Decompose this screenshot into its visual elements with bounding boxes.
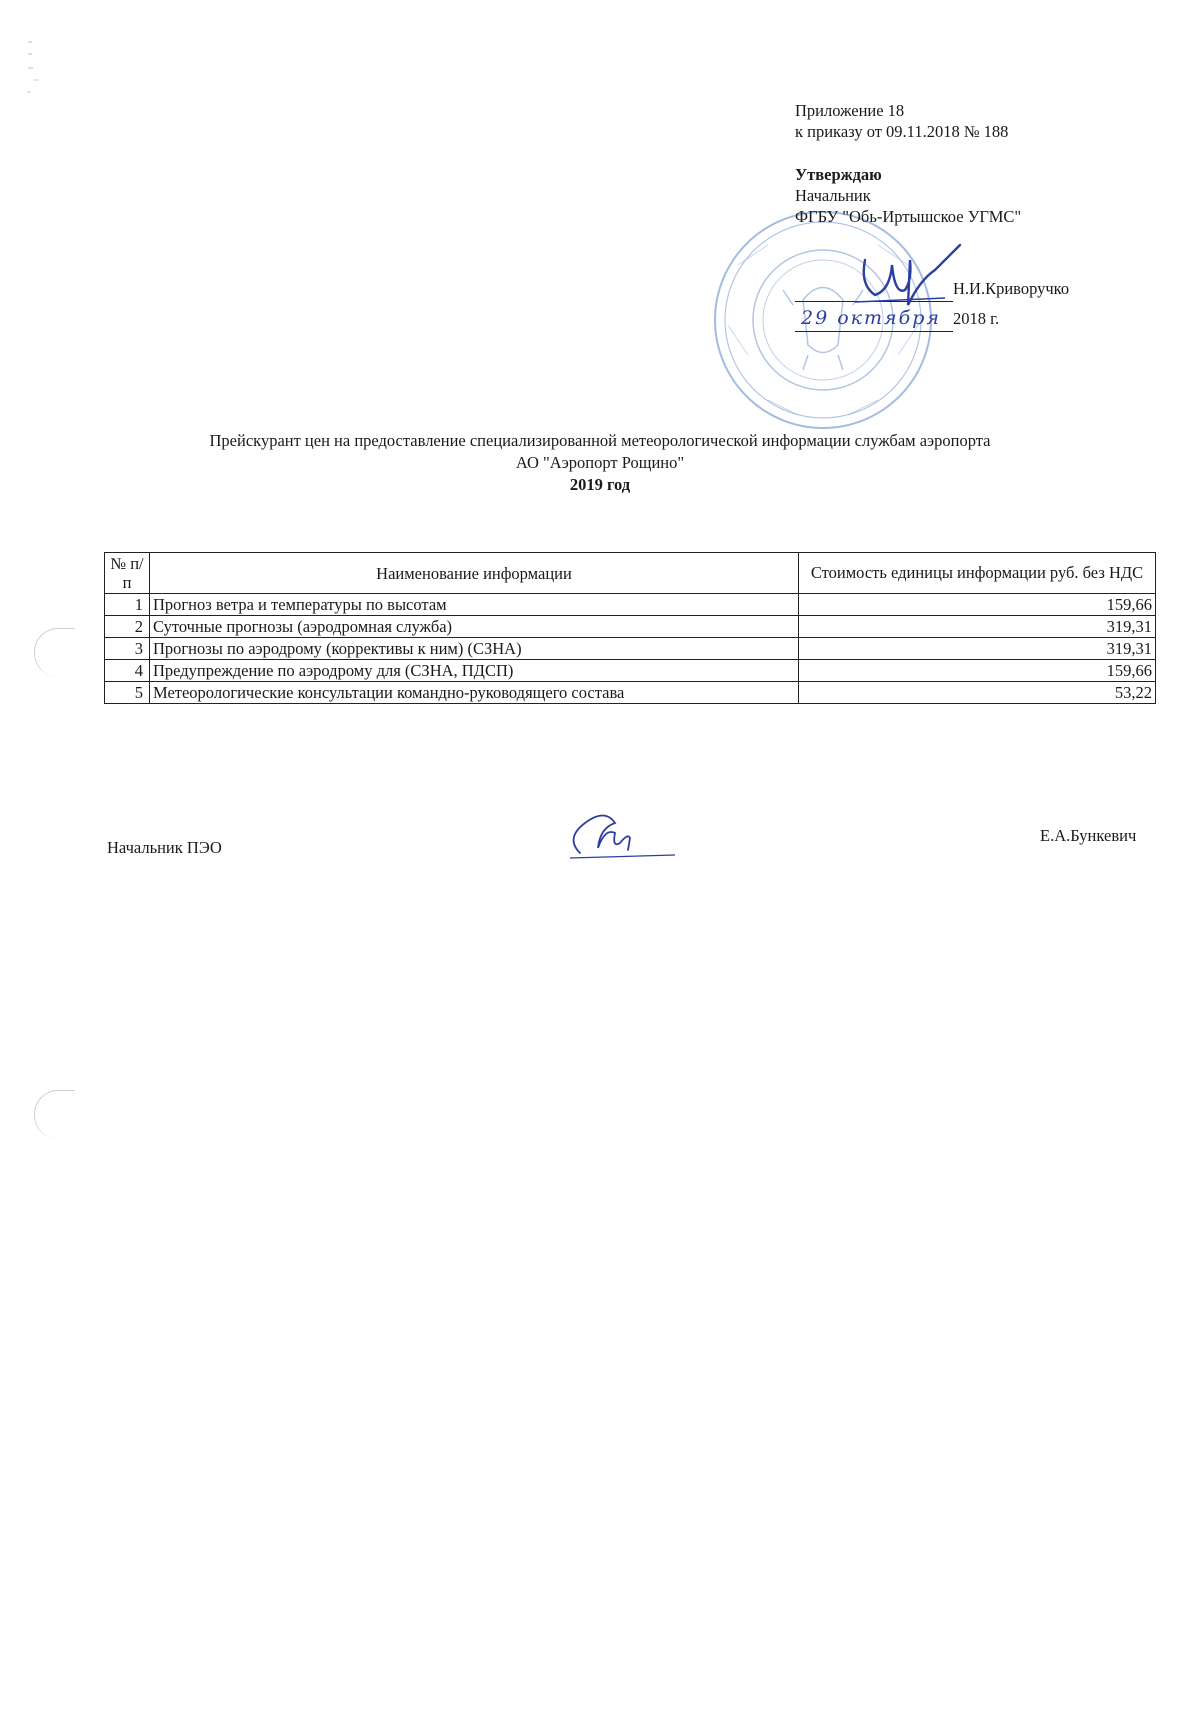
row-num: 2 <box>105 616 150 638</box>
row-name: Суточные прогнозы (аэродромная служба) <box>150 616 799 638</box>
row-cost: 159,66 <box>799 594 1156 616</box>
title-line-1: Прейскурант цен на предоставление специализированной метеорологической информации службам аэропорта <box>209 431 991 450</box>
punch-hole <box>34 1090 75 1139</box>
punch-hole <box>34 628 75 677</box>
header-cost: Стоимость единицы информации руб. без НДС <box>799 553 1156 594</box>
row-num: 1 <box>105 594 150 616</box>
row-name: Прогнозы по аэродрому (коррективы к ним) (СЗНА) <box>150 638 799 660</box>
row-num: 5 <box>105 682 150 704</box>
table-header-row <box>105 553 1156 594</box>
approver-signature <box>850 240 970 320</box>
approver-position: Начальник <box>795 186 871 205</box>
handwritten-date: 29 октября <box>801 307 941 329</box>
header-name: Наименование информации <box>150 553 799 594</box>
approval-header <box>795 100 1021 227</box>
row-name: Метеорологические консультации командно-руководящего состава <box>150 682 799 704</box>
approval-year: 2018 г. <box>953 309 1000 328</box>
row-num: 4 <box>105 660 150 682</box>
approval-title: Утверждаю <box>795 165 882 184</box>
order-reference: к приказу от 09.11.2018 № 188 <box>795 122 1009 141</box>
title-line-2: АО "Аэропорт Рощино" <box>515 453 685 472</box>
approver-organization: ФГБУ "Обь-Иртышское УГМС" <box>795 207 1022 226</box>
table-row <box>105 638 1156 660</box>
row-name: Прогноз ветра и температуры по высотам <box>150 594 799 616</box>
document-title <box>0 430 1200 496</box>
table-row <box>105 594 1156 616</box>
table-row <box>105 682 1156 704</box>
scan-marks <box>25 40 41 100</box>
table-row <box>105 616 1156 638</box>
table-row <box>105 660 1156 682</box>
row-cost: 319,31 <box>799 638 1156 660</box>
row-cost: 319,31 <box>799 616 1156 638</box>
footer-position: Начальник ПЭО <box>107 838 222 857</box>
row-cost: 53,22 <box>799 682 1156 704</box>
row-cost: 159,66 <box>799 660 1156 682</box>
document-year: 2019 год <box>569 475 631 494</box>
appendix-label: Приложение 18 <box>795 101 905 120</box>
header-num: № п/п <box>105 553 150 594</box>
price-table <box>104 552 1156 704</box>
row-name: Предупреждение по аэродрому для (СЗНА, ПДСП) <box>150 660 799 682</box>
row-num: 3 <box>105 638 150 660</box>
footer-signature <box>560 808 680 868</box>
footer-signatory: Е.А.Бункевич <box>1040 826 1137 845</box>
approver-name: Н.И.Криворучко <box>953 279 1070 298</box>
